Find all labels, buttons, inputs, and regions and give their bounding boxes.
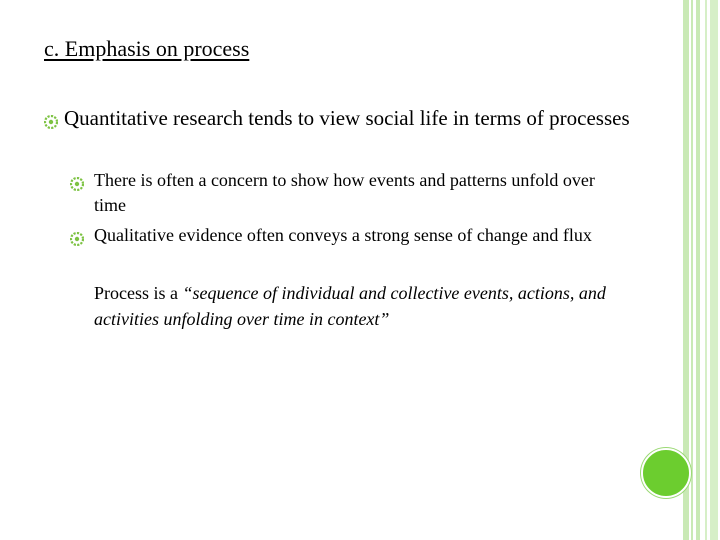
gear-bullet-icon — [70, 173, 84, 198]
decor-rail — [696, 0, 700, 540]
bullet-main-text: Quantitative research tends to view social life in terms of processes — [64, 106, 630, 130]
bullet-sub-2 — [70, 223, 630, 248]
process-prefix: Process is a — [94, 283, 183, 303]
decor-rail — [691, 0, 693, 540]
bullet-sub-1-text: There is often a concern to show how events and patterns unfold over time — [94, 170, 595, 215]
slide-title: c. Emphasis on process — [44, 36, 250, 61]
bullet-sub-1 — [70, 168, 630, 218]
green-circle-decoration — [641, 448, 691, 498]
bullet-main — [44, 104, 644, 133]
process-quote: “sequence of individual and collective events, actions, and activities unfolding over time in context” — [94, 283, 606, 329]
gear-bullet-icon — [70, 228, 84, 253]
decor-rail — [705, 0, 707, 540]
decor-rail — [710, 0, 718, 540]
gear-bullet-icon — [44, 108, 58, 137]
bullet-sub-2-text: Qualitative evidence often conveys a strong sense of change and flux — [94, 225, 592, 245]
process-definition — [94, 280, 634, 332]
